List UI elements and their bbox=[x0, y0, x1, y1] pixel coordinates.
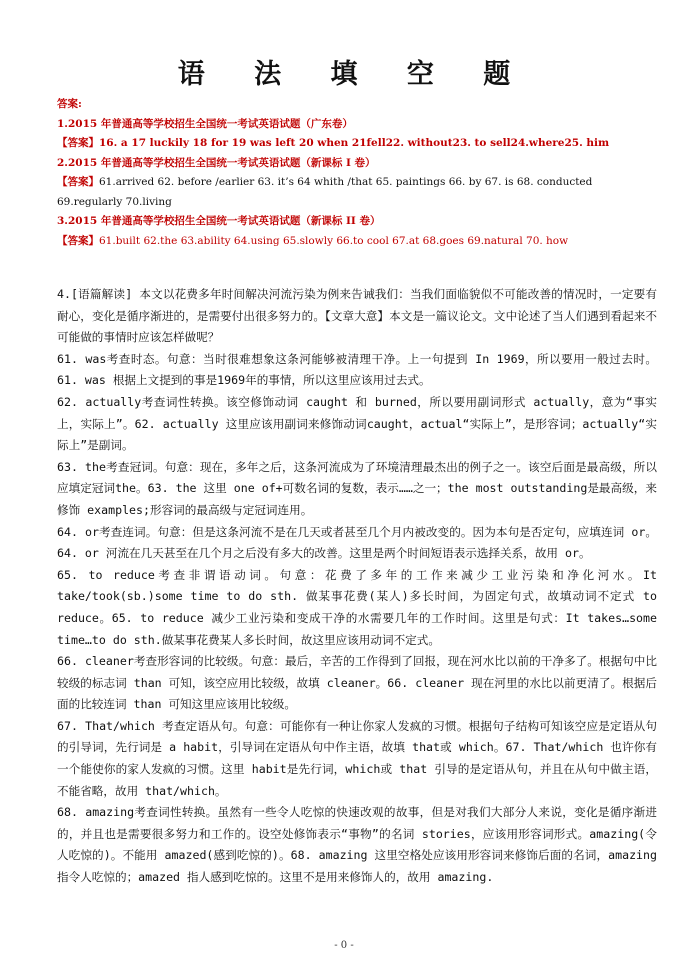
answers-label: 答案: bbox=[57, 98, 82, 110]
explanation-paragraph: 4.[语篇解读] 本文以花费多年时间解决河流污染为例来告诫我们：当我们面临貌似不可能改善的情况时，一定要有耐心，变化是循序渐进的，是需要付出很多努力的。【文章大意】本文是一篇议论文。文中论述了当人们遇到看起来不可能做的事情时应该怎样做呢？ bbox=[57, 287, 657, 345]
explanation-paragraph: 67. That/which 考查定语从句。句意：可能你有一种让你家人发疯的习惯。根据句子结构可知该空应是定语从句的引导词，先行词是 a habit，引导词在定语从句中作主语，故填 that或 which。67. That/which 也许你有一个能使你的家人发疯的习惯。这里 habit是先行词，which或 that 引导的是定语从句，并且在从句中做主语，不能省略，故用 that/which。 bbox=[57, 718, 657, 798]
section-source-1: 1.2015 年普通高等学校招生全国统一考试英语试题（广东卷） bbox=[57, 117, 353, 130]
explanation-paragraph: 65. to reduce考查非谓语动词。句意：花费了多年的工作来减少工业污染和净化河水。It take/took(sb.)some time to do sth. 做某事花费(某人)多长时间，为固定句式，故填动词不定式 to reduce。65. to reduce 减少工业污染和变成干净的水需要几年的工作时间。这里是句式：It takes…some time…to do sth.做某事花费某人多长时间，故这里应该用动词不定式。 bbox=[57, 567, 657, 647]
explanation-paragraph: 61. was考查时态。句意：当时很难想象这条河能够被清理干净。上一句提到 In 1969，所以要用一般过去时。61. was 根据上文提到的事是1969年的事情，所以这里应该用过去式。 bbox=[57, 351, 657, 388]
answer-tag: 【答案】 bbox=[57, 176, 99, 188]
section-source-2: 2.2015 年普通高等学校招生全国统一考试英语试题（新课标 I 卷） bbox=[57, 156, 376, 169]
section-answer-3 bbox=[57, 232, 657, 252]
explanation-paragraph: 66. cleaner考查形容词的比较级。句意：最后，辛苦的工作得到了回报，现在河水比以前的干净多了。根据句中比较级的标志词 than 可知，该空应用比较级，故填 cleaner。66. cleaner 现在河里的水比以前更清了。根据后面的比较连词 than 可知这里应该用比较级。 bbox=[57, 654, 657, 712]
answer-text: 16. a 17 luckily 18 for 19 was left 20 when 21fell22. without23. to sell24.where25. him bbox=[99, 137, 610, 149]
explanation-block bbox=[57, 284, 657, 889]
page-number: - 0 - bbox=[334, 940, 354, 951]
answer-tag: 【答案】 bbox=[57, 137, 99, 149]
section-source-3: 3.2015 年普通高等学校招生全国统一考试英语试题（新课标 II 卷） bbox=[57, 215, 381, 227]
explanation-paragraph: 62. actually考查词性转换。该空修饰动词 caught 和 burned，所以要用副词形式 actually，意为“事实上，实际上”。62. actually 这里应该用副词来修饰动词caught，actual“实际上”，是形容词；actually“实际上”是副词。 bbox=[57, 394, 657, 453]
section-answer-2 bbox=[57, 173, 657, 212]
explanation-paragraph: 63. the考查冠词。句意：现在，多年之后，这条河流成为了环境清理最杰出的例子之一。该空后面是最高级，所以应填定冠词the。63. the 这里 one of+可数名词的复数，表示……之一；the most outstanding是最高级，来修饰 examples;形容词的最高级与定冠词连用。 bbox=[57, 459, 657, 517]
answers-block bbox=[57, 95, 657, 251]
answer-text: 61.arrived 62. before /earlier 63. it’s 64 whith /that 65. paintings 66. by 67. is 68. conducted 69.regularly 70.living bbox=[57, 176, 593, 208]
answer-text: 61.built 62.the 63.ability 64.using 65.slowly 66.to cool 67.at 68.goes 69.natural 70. how bbox=[99, 234, 569, 247]
section-answer-1 bbox=[57, 134, 657, 154]
page-title: 语 法 填 空 题 bbox=[177, 59, 531, 90]
answer-tag: 【答案】 bbox=[57, 234, 99, 247]
explanation-paragraph: 64. or考查连词。句意：但是这条河流不是在几天或者甚至几个月内被改变的。因为本句是否定句，应填连词 or。64. or 河流在几天甚至在几个月之后没有多大的改善。这里是两个时间短语表示选择关系，故用 or。 bbox=[57, 524, 657, 561]
explanation-paragraph: 68. amazing考查词性转换。虽然有一些令人吃惊的快速改观的故事，但是对我们大部分人来说，变化是循序渐进的，并且也是需要很多努力和工作的。设空处修饰表示“事物”的名词 stories，应该用形容词形式。amazing(令人吃惊的)。不能用 amazed(感到吃惊的)。68. amazing 这里空格处应该用形容词来修饰后面的名词，amazing 指令人吃惊的；amazed 指人感到吃惊的。这里不是用来修饰人的，故用 amazing. bbox=[57, 805, 657, 885]
